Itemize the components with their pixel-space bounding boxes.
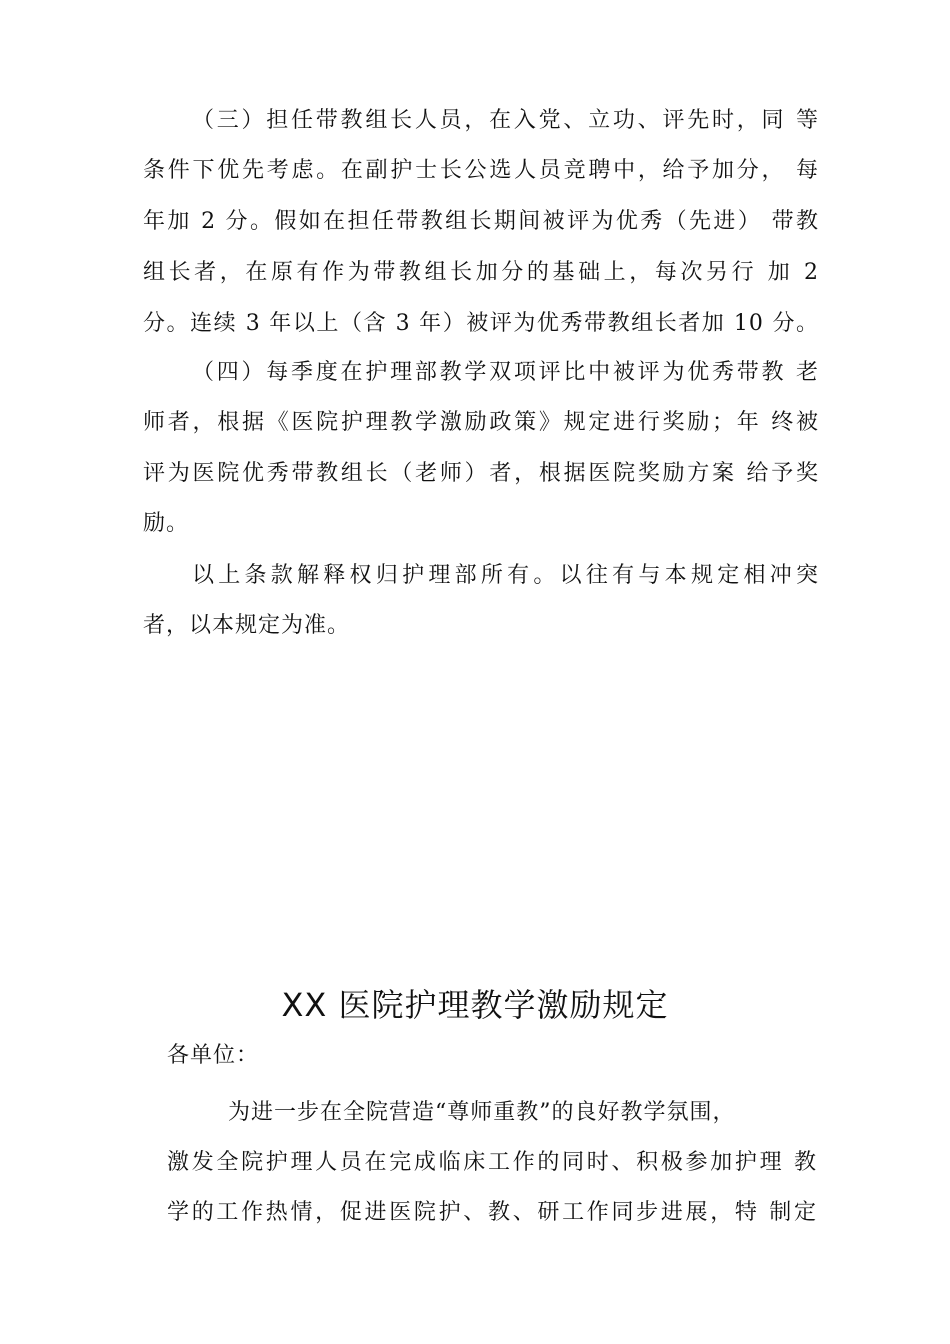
- paragraph-3-line-2: 条件下优先考虑。在副护士长公选人员竞聘中，给予加分， 每: [143, 158, 819, 183]
- paragraph-5-line-2: 者，以本规定为准。: [143, 613, 351, 638]
- document-title: XX 医院护理教学激励规定: [281, 986, 669, 1024]
- paragraph-3-line-4: 组长者，在原有作为带教组长加分的基础上，每次另行 加 2: [143, 260, 819, 285]
- paragraph-4-line-4: 励。: [143, 511, 190, 536]
- paragraph-4-line-1: （四）每季度在护理部教学双项评比中被评为优秀带教 老: [192, 360, 819, 385]
- paragraph-5-line-1: 以上条款解释权归护理部所有。以往有与本规定相冲突: [192, 563, 819, 588]
- paragraph-4-line-3: 评为医院优秀带教组长（老师）者，根据医院奖励方案 给予奖: [143, 461, 819, 486]
- intro-line-2: 激发全院护理人员在完成临床工作的同时、积极参加护理 教: [167, 1150, 817, 1175]
- paragraph-4-line-2: 师者，根据《医院护理教学激励政策》规定进行奖励；年 终被: [143, 410, 819, 435]
- intro-line-1: 为进一步在全院营造“尊师重教”的良好教学氛围，: [228, 1100, 736, 1125]
- intro-line-3: 学的工作热情，促进医院护、教、研工作同步进展，特 制定: [167, 1200, 817, 1225]
- paragraph-3-line-1: （三）担任带教组长人员，在入党、立功、评先时，同 等: [192, 108, 819, 133]
- paragraph-3-line-3: 年加 2 分。假如在担任带教组长期间被评为优秀（先进） 带教: [143, 209, 819, 234]
- salutation: 各单位：: [167, 1043, 260, 1068]
- paragraph-3-line-5: 分。连续 3 年以上（含 3 年）被评为优秀带教组长者加 10 分。: [143, 311, 819, 336]
